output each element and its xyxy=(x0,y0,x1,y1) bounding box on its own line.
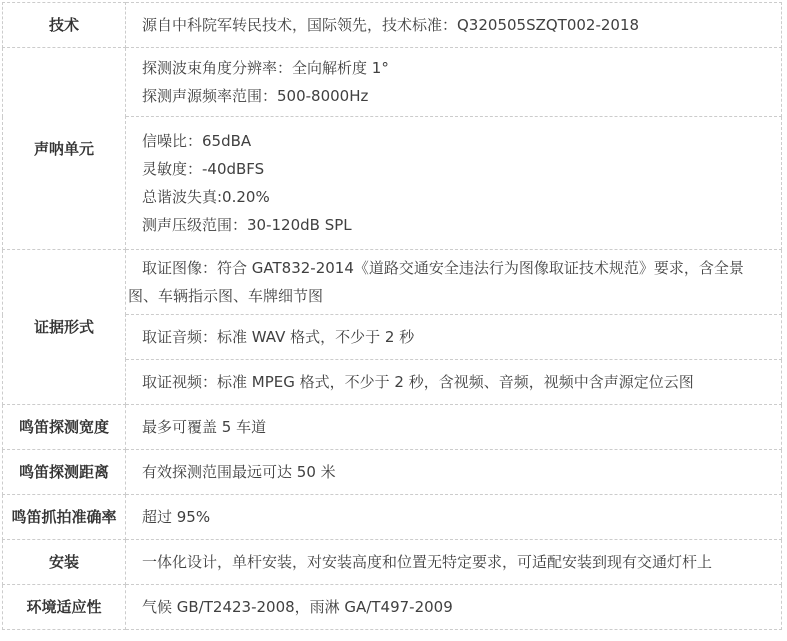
spec-label-technology: 技术 xyxy=(3,3,126,48)
spec-value-cell xyxy=(126,495,782,540)
spec-value-text: 灵敏度：-40dBFS xyxy=(142,160,265,178)
spec-row-technology xyxy=(3,3,782,48)
spec-label-detect-width: 鸣笛探测宽度 xyxy=(3,405,126,450)
spec-value-text: 有效探测范围最远可达 50 米 xyxy=(142,463,336,481)
spec-label-installation: 安装 xyxy=(3,540,126,585)
spec-value-text: 取证视频：标准 MPEG 格式，不少于 2 秒，含视频、音频，视频中含声源定位云图 xyxy=(142,373,694,391)
spec-value-text: 超过 95% xyxy=(142,508,211,526)
spec-value-text: 总谐波失真:0.20% xyxy=(142,188,270,206)
spec-value-text: 气候 GB/T2423-2008，雨淋 GA/T497-2009 xyxy=(142,598,453,616)
spec-value-cell xyxy=(126,3,782,48)
spec-label-environment: 环境适应性 xyxy=(3,585,126,630)
spec-value-cell xyxy=(126,360,782,405)
spec-row-detect-distance xyxy=(3,450,782,495)
spec-value-text: 最多可覆盖 5 车道 xyxy=(142,418,267,436)
spec-value-cell xyxy=(126,450,782,495)
spec-row-evidence xyxy=(3,250,782,315)
spec-value-cell xyxy=(126,250,782,315)
spec-label-sonar-unit: 声呐单元 xyxy=(3,48,126,250)
spec-row-installation xyxy=(3,540,782,585)
spec-value-cell xyxy=(126,48,782,117)
spec-label-capture-accuracy: 鸣笛抓拍准确率 xyxy=(3,495,126,540)
spec-label-detect-distance: 鸣笛探测距离 xyxy=(3,450,126,495)
spec-value-cell xyxy=(126,117,782,250)
spec-row-sonar-unit xyxy=(3,48,782,117)
spec-value-text: 探测声源频率范围：500-8000Hz xyxy=(142,87,369,105)
spec-value-text: 探测波束角度分辨率：全向解析度 1° xyxy=(142,59,389,77)
spec-value-text: 取证音频：标准 WAV 格式，不少于 2 秒 xyxy=(142,328,415,346)
spec-table xyxy=(2,2,782,630)
spec-value-text: 取证图像：符合 GAT832-2014《道路交通安全违法行为图像取证技术规范》要求，含全景图、车辆指示图、车牌细节图 xyxy=(128,259,744,305)
spec-row-detect-width xyxy=(3,405,782,450)
spec-row-environment xyxy=(3,585,782,630)
spec-label-evidence: 证据形式 xyxy=(3,250,126,405)
spec-value-text: 源自中科院军转民技术，国际领先，技术标准：Q320505SZQT002-2018 xyxy=(142,16,640,34)
spec-value-text: 测声压级范围：30-120dB SPL xyxy=(142,216,352,234)
spec-value-text: 一体化设计，单杆安装，对安装高度和位置无特定要求，可适配安装到现有交通灯杆上 xyxy=(142,553,713,571)
spec-row-capture-accuracy xyxy=(3,495,782,540)
spec-value-cell xyxy=(126,585,782,630)
spec-value-text: 信噪比：65dBA xyxy=(142,132,252,150)
spec-value-cell xyxy=(126,405,782,450)
spec-value-cell xyxy=(126,315,782,360)
spec-value-cell xyxy=(126,540,782,585)
